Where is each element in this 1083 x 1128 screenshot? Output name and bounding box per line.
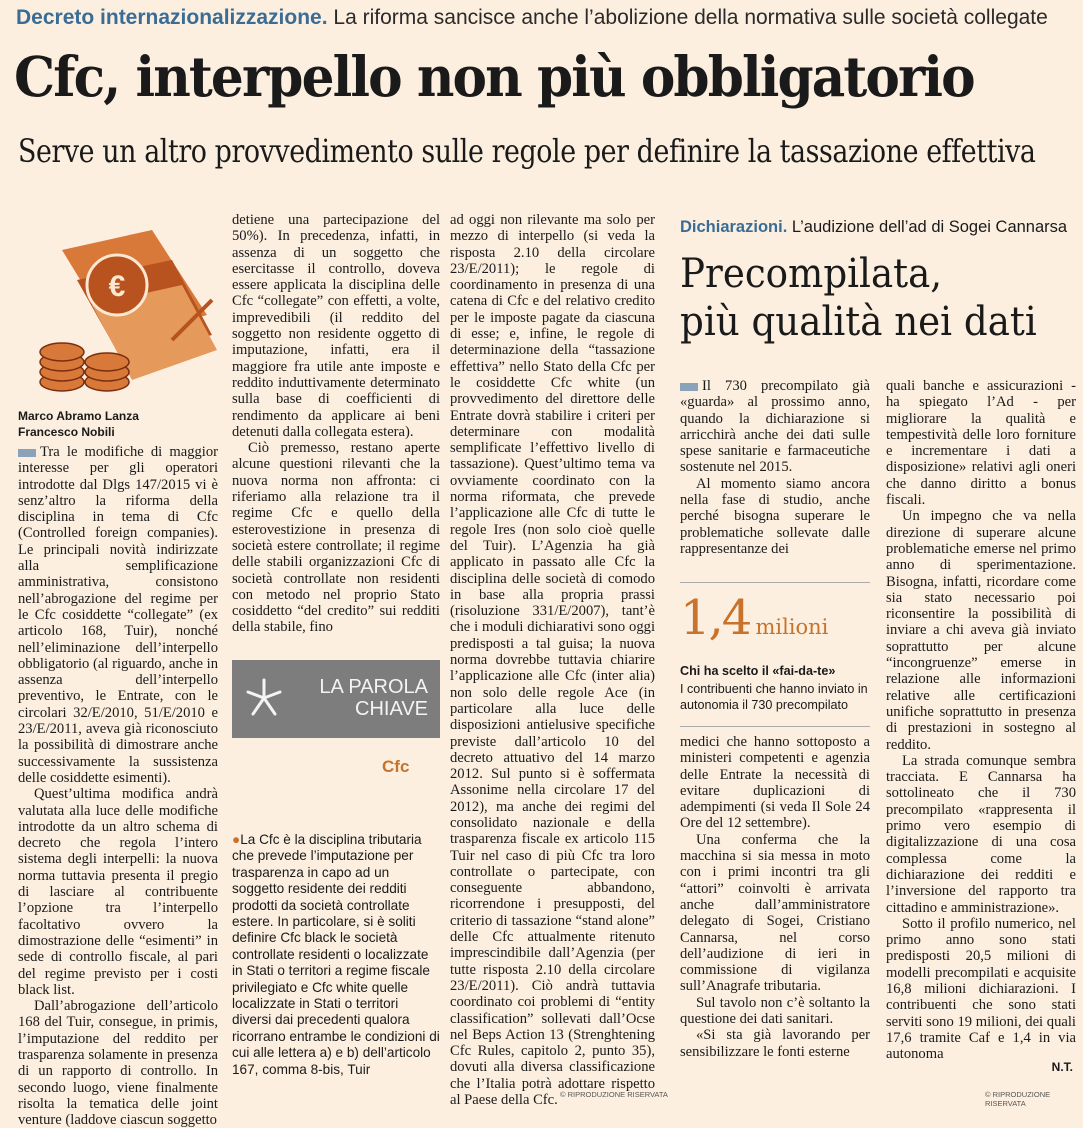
keyword-term: Cfc [382, 757, 410, 776]
side-kicker-text: L’audizione dell’ad di Sogei Cannarsa [791, 218, 1068, 236]
kicker-text: La riforma sancisce anche l’abolizione della normativa sulle società collegate [333, 6, 1048, 29]
side-b-paragraph-3: La strada comunque sembra tracciata. E Cannarsa ha sottolineato che il 730 precompilato «rappresenta il primo vero esempio di digitalizzazione di una cosa complessa come la dichiarazione dei redditi e l’inversione del rapporto tra cittadino e amministrazione». [886, 752, 1076, 916]
side-paragraph-4: Una conferma che la macchina si sia messa in moto con i primi incontri tra gli “attori” coinvolti è arrivata anche dall’amministratore delegato di Sogei, Cristiano Cannarsa, nel corso dell’audizione di ieri in commissione di vigilanza sull’Anagrafe tributaria. [680, 831, 870, 995]
stat-unit: milioni [755, 615, 829, 639]
side-column-b [886, 378, 1076, 1062]
svg-text:€: € [108, 270, 126, 303]
side-signature: N.T. [1051, 1060, 1073, 1074]
authors [18, 408, 139, 440]
side-b-paragraph-2: Un impegno che va nella direzione di superare alcune problematiche emerse nel primo anno di sperimentazione. Bisogna, infatti, ricordare come sia stato necessario poi riconsentire la possibilità di inviare a chi aveva già inviato soprattutto per alcune “incongruenze” emerse in relazione alle informazioni relative alle certificazioni unifiche soprattutto in presenza di prestazioni in sostegno al reddito. [886, 508, 1076, 753]
side-paragraph-5: Sul tavolo non c’è soltanto la questione dei dati sanitari. [680, 994, 870, 1028]
side-kicker [680, 218, 1080, 237]
author-1: Marco Abramo Lanza [18, 409, 139, 423]
keyword-box [232, 660, 440, 1098]
side-column-a-bottom [680, 734, 870, 1060]
paragraph-marker-side [680, 383, 698, 391]
side-title-line-2: più qualità nei dati [680, 299, 1037, 345]
col3-paragraph-1: ad oggi non rilevante ma solo per mezzo di interpello (si veda la risposta 2.10 della circolare 23/E/2011); le regole di coordinamento in presenza di una catena di Cfc e del relativo credito per le imposte pagate da ciascuna di esse; e, infine, le regole di determinazione della “tassazione effettiva” nello Stato della Cfc per le cosiddette Cfc white (un provvedimento del direttore delle Entrate dovrà stabilire i criteri per determinare con modalità semplificate l’effettivo livello di tassazione). Quest’ultimo tema va ovviamente coordinato con la norma riformata, che prevede l’applicazione alle Cfc di tutte le regole Ires (non solo cioè quelle del Tuir). L’Agenzia ha già applicato in passato alle Cfc la disciplina delle società di comodo in base alla propria prassi (risoluzione 331/E/2007), tant’è che i moduli dichiarativi sono oggi predisposti a tal guisa; la nuova norma dovrebbe tuttavia chiarire l’applicazione alle Cfc (inter alia) non solo delle regole Ace (in particolare alla luce delle disposizioni antielusive specifiche previste dall’articolo 10 del decreto attuativo del 14 marzo 2012. Sul punto si è soffermata Assonime nella circolare 17 del 2012), ma anche dei regimi del consolidato nazionale e della trasparenza fiscale ex articolo 115 Tuir nel caso di più Cfc tra loro controllate o partecipate, con conseguente abbandono, ricorrendone i presupposti, del criterio di tassazione “stand alone” delle Cfc attualmente ritenuto imprescindibile dall’Agenzia (per tutte risposta 2.10 della circolare 23/E/2011). Ciò andrà tuttavia coordinato coi problemi di “entity classification” sollevati dall’Ocse nel Beps Action 13 (Strenghtening Cfc Rules, capitolo 2, punto 35), dovuti alla diversa classificazione che l’Italia potrà adottare rispetto al Paese della Cfc. [450, 212, 655, 1109]
euro-documents-illustration [22, 220, 220, 396]
col1-paragraph-2: Quest’ultima modifica andrà valutata alla luce delle modifiche introdotte da un altro schema di decreto che regola l’intero sistema degli interpelli: la nuova norma tuttavia presenta il pregio di lasciare al contribuente l’opzione tra l’interpello facoltativo ovvero la dimostrazione delle “esimenti” in sede di controllo fiscale, al pari del regime previsto per i costi black list. [18, 786, 218, 998]
author-2: Francesco Nobili [18, 425, 115, 439]
kicker-label: Decreto internazionalizzazione. [16, 6, 328, 29]
keyword-definition: La Cfc è la disciplina tributaria che prevede l’imputazione per trasparenza in capo ad un soggetto residente dei redditi prodotti da società controllate estere. In particolare, si è soliti definire Cfc black le società controllate residenti o localizzate in Stati o territori a regime fiscale privilegiato e Cfc white quelle localizzate in Stati o territori diversi dai precedenti qualora ricorrano entrambe le condizioni di cui alle lettera a) e b) dell’articolo 167, comma 8-bis, Tuir [232, 832, 440, 1077]
col1-paragraph-1: Tra le modifiche di maggior interesse per gli operatori introdotte dal Dlgs 147/2015 vi è senz’altro la riforma della disciplina in tema di Cfc (Controlled foreign companies). Le principali novità indirizzate alla semplificazione amministrativa, consistono nell’abrogazione del regime per le Cfc cosiddette “collegate” (ex articolo 168, Tuir), nonché nell’eliminazione dell’interpello obbligatorio (al riguardo, anche in assenza dell’interpello preventivo, le Entrate, con le circolari 32/E/2010, 51/E/2010 e 23/E/2011, aveva già riconosciuto la possibilità di dimostrare anche successivamente la sussistenza delle cosiddette esimenti). [18, 444, 218, 786]
side-title-line-1: Precompilata, [680, 251, 943, 297]
bullet-dot-icon: ● [232, 832, 241, 847]
copyright-main: © RIPRODUZIONE RISERVATA [560, 1090, 668, 1099]
stat-number: 1,4 [680, 590, 751, 646]
main-column-3 [450, 212, 655, 1108]
main-column-1 [18, 444, 218, 1128]
stat-description: I contribuenti che hanno inviato in autonomia il 730 precompilato [680, 682, 868, 712]
section-kicker [16, 6, 1076, 30]
side-b-paragraph-4: Sotto il profilo numerico, nel primo anno sono stati predisposti 20,5 milioni di modelli precompilati e acquisite 16,8 milioni dichiarazioni. I contribuenti che sono stati serviti sono 19 milioni, dei quali 17,6 tramite Caf e 1,4 in via autonoma [886, 915, 1076, 1063]
col2-paragraph-2: Ciò premesso, restano aperte alcune questioni rilevanti che la nuova norma non affronta: ci riferiamo alla relazione tra il regime Cfc e quello della esterovestizione in presenza di società estere controllate; il regime delle stabili organizzazioni Cfc di società controllate non residenti con metodo nel proprio Stato cosiddetto “del credito” sui redditi della stabile, fino [232, 440, 440, 636]
side-column-a-top [680, 378, 870, 557]
side-paragraph-6: «Si sta già lavorando per sensibilizzare le fonti esterne [680, 1027, 870, 1060]
copyright-side: © RIPRODUZIONE RISERVATA [985, 1090, 1051, 1108]
stat-heading: Chi ha scelto il «fai-da-te» [680, 664, 836, 678]
keyword-label-1: LA PAROLA [319, 676, 428, 698]
col1-paragraph-3: Dall’abrogazione dell’articolo 168 del Tuir, consegue, in primis, l’imputazione del reddito per trasparenza solamente in presenza di un rapporto di controllo. In secondo luogo, viene finalmente risolta la tematica delle joint venture (laddove ciascun soggetto [18, 998, 218, 1128]
col2-paragraph-1: detiene una partecipazione del 50%). In precedenza, infatti, in assenza di un soggetto che esercitasse il controllo, doveva essere applicata la disciplina delle Cfc “collegate” con effetti, a volte, imprevedibili (il reddito del soggetto non residente oggetto di imputazione, infatti, era il maggiore fra utile ante imposte e reddito induttivamente determinato sulla base di coefficienti di rendimento da applicare ai beni detenuti dalla collegata estera). [232, 212, 440, 440]
side-paragraph-3: medici che hanno sottoposto a ministeri competenti e agenzia delle Entrate la necessità di evitare duplicazioni di adempimenti (si veda Il Sole 24 Ore del 12 settembre). [680, 734, 870, 832]
side-paragraph-1: Il 730 precompilato già «guarda» al prossimo anno, quando la dichiarazione si arricchirà anche dei dati sulle spese sanitarie e farmaceutiche sostenute nel 2015. [680, 378, 870, 476]
side-b-paragraph-1: quali banche e assicurazioni - ha spiegato l’Ad - per migliorare la qualità e tempestività delle loro forniture e incrementare i dati a disposizione» relativi agli oneri che danno diritto a bonus fiscali. [886, 378, 1076, 509]
stat-top-rule [680, 582, 870, 583]
asterisk-icon [242, 676, 286, 720]
stat-figure [680, 590, 828, 646]
keyword-label-2: CHIAVE [355, 698, 428, 720]
paragraph-marker [18, 449, 36, 457]
stat-bottom-rule [680, 726, 870, 727]
side-kicker-label: Dichiarazioni. [680, 218, 788, 236]
subheadline: Serve un altro provvedimento sulle regole per definire la tassazione effettiva [18, 132, 1036, 170]
side-paragraph-2: Al momento siamo ancora nella fase di studio, anche perché bisogna superare le problematiche sollevate dalle rappresentanze dei [680, 475, 870, 557]
side-title [680, 250, 1037, 346]
main-column-2 [232, 212, 440, 636]
headline: Cfc, interpello non più obbligatorio [14, 44, 974, 109]
keyword-box-header [232, 660, 440, 738]
